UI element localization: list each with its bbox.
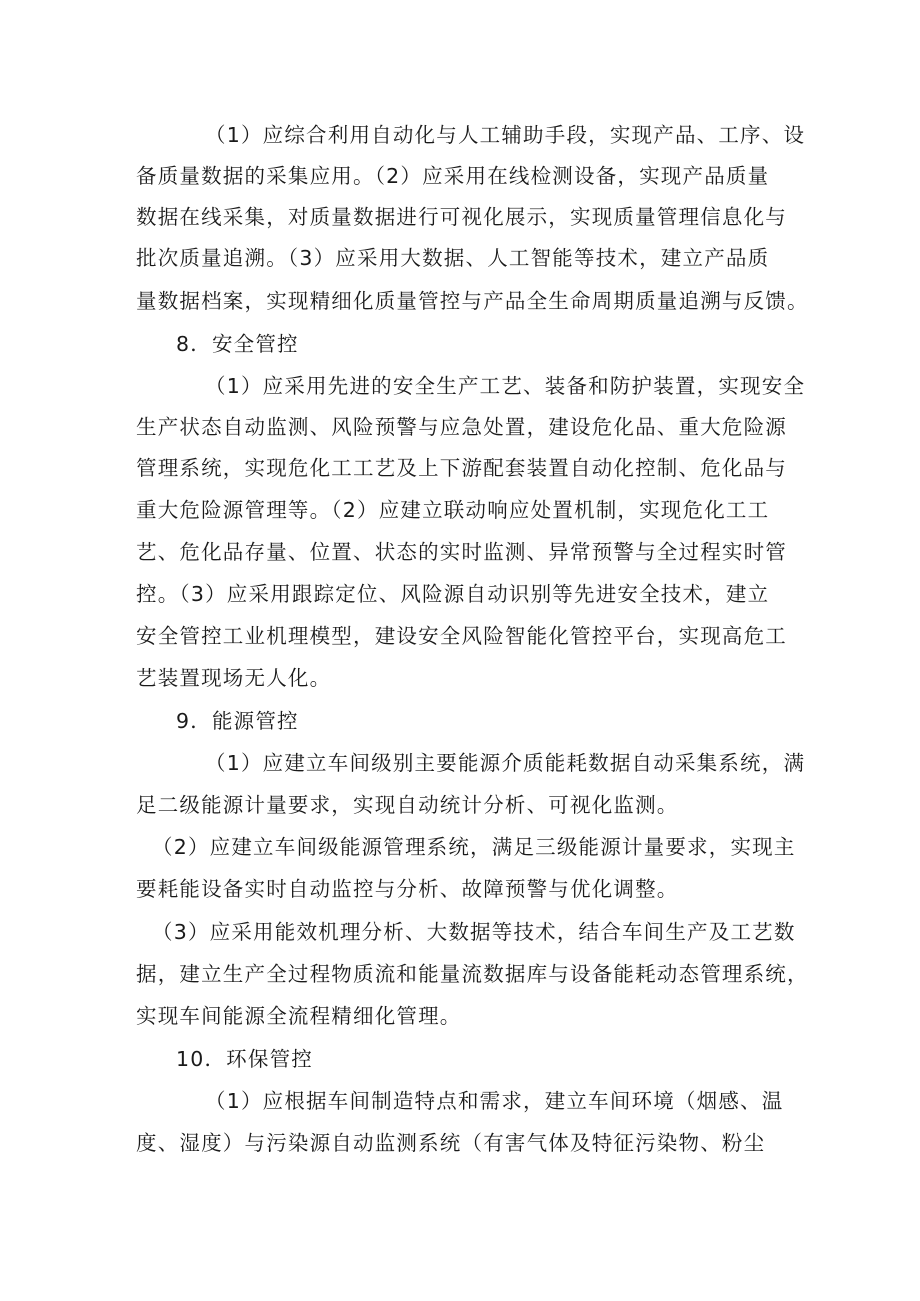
paragraph-line: 安全管控工业机理模型，建设安全风险智能化管控平台，实现高危工 — [136, 624, 787, 648]
paragraph-line: （1）应综合利用自动化与人工辅助手段，实现产品、工序、设 — [205, 123, 806, 147]
paragraph-line: 足二级能源计量要求，实现自动统计分析、可视化监测。 — [136, 793, 679, 817]
paragraph-line: 管理系统，实现危化工工艺及上下游配套装置自动化控制、危化品与 — [136, 456, 787, 480]
paragraph-line: 重大危险源管理等。（2）应建立联动响应处置机制，实现危化工工 — [136, 498, 770, 522]
paragraph-line: 批次质量追溯。（3）应采用大数据、人工智能等技术，建立产品质 — [136, 246, 770, 270]
paragraph-line: 数据在线采集，对质量数据进行可视化展示，实现质量管理信息化与 — [136, 205, 787, 229]
paragraph-line: 度、湿度）与污染源自动监测系统（有害气体及特征污染物、粉尘 — [136, 1131, 766, 1155]
section-heading: 10．环保管控 — [176, 1047, 313, 1071]
paragraph-line: 控。（3）应采用跟踪定位、风险源自动识别等先进安全技术，建立 — [136, 582, 770, 606]
paragraph-line: （1）应建立车间级别主要能源介质能耗数据自动采集系统，满 — [205, 751, 806, 775]
paragraph-line: 艺、危化品存量、位置、状态的实时监测、异常预警与全过程实时管 — [136, 540, 787, 564]
paragraph-line: 备质量数据的采集应用。（2）应采用在线检测设备，实现产品质量 — [136, 164, 770, 188]
paragraph-line: 量数据档案，实现精细化质量管控与产品全生命周期质量追溯与反馈。 — [136, 289, 809, 313]
section-heading: 8．安全管控 — [176, 332, 299, 356]
paragraph-line: （3）应采用能效机理分析、大数据等技术，结合车间生产及工艺数 — [152, 920, 796, 944]
paragraph-line: （1）应采用先进的安全生产工艺、装备和防护装置，实现安全 — [205, 374, 806, 398]
paragraph-line: 据，建立生产全过程物质流和能量流数据库与设备能耗动态管理系统， — [136, 962, 809, 986]
section-heading: 9．能源管控 — [176, 709, 299, 733]
paragraph-line: 实现车间能源全流程精细化管理。 — [136, 1004, 462, 1028]
paragraph-line: （1）应根据车间制造特点和需求，建立车间环境（烟感、温 — [205, 1089, 784, 1113]
paragraph-line: 生产状态自动监测、风险预警与应急处置，建设危化品、重大危险源 — [136, 415, 787, 439]
paragraph-line: （2）应建立车间级能源管理系统，满足三级能源计量要求，实现主 — [152, 835, 796, 859]
paragraph-line: 要耗能设备实时自动监控与分析、故障预警与优化调整。 — [136, 877, 679, 901]
paragraph-line: 艺装置现场无人化。 — [136, 666, 332, 690]
